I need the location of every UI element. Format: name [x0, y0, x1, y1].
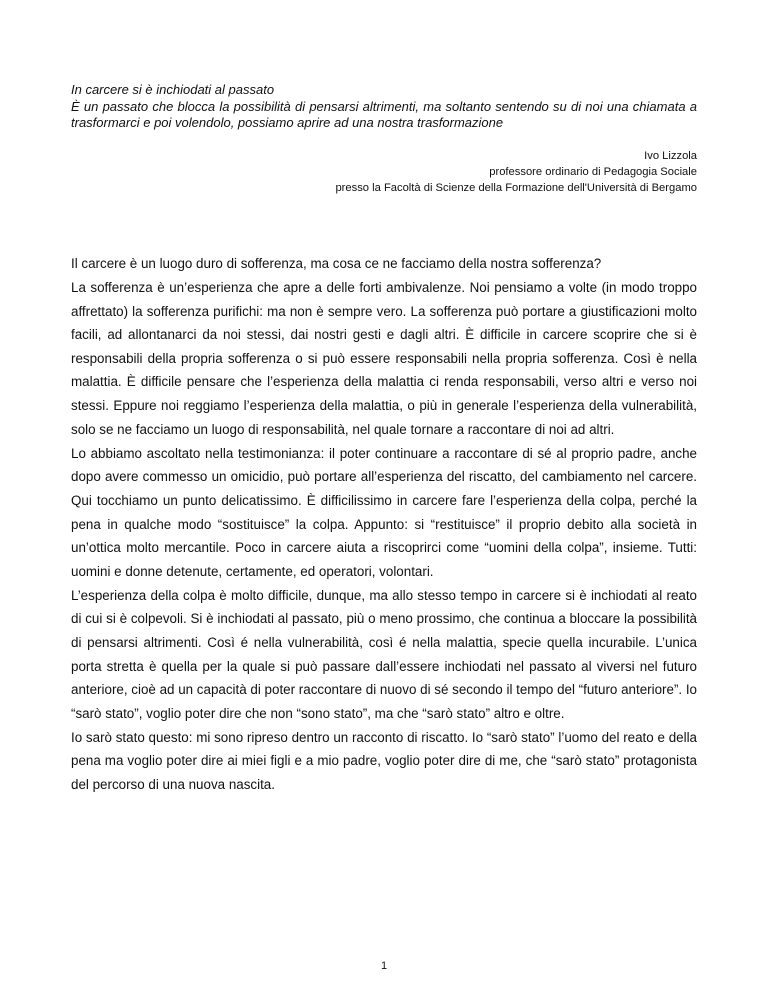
body-paragraph: Lo abbiamo ascoltato nella testimonianza: il poter continuare a raccontare di sé al proprio padre, anche dopo avere commesso un omicidio, può portare all’esperienza del riscatto, del cambiamento nel carcere. Qui tocchiamo un punto delicatissimo. È difficilissimo in carcere fare l’esperienza della colpa, perché la pena in qualche modo “sostituisce” la colpa. Appunto: si “restituisce” il proprio debito alla società in un’ottica molto mercantile. Poco in carcere aiuta a riscoprirci come “uomini della colpa”, insieme. Tutti: uomini e donne detenute, certamente, ed operatori, volontari. — [71, 445, 697, 579]
article-title: In carcere si è inchiodati al passato — [71, 82, 275, 97]
body-paragraph: Io sarò stato questo: mi sono ripreso dentro un racconto di riscatto. Io “sarò stato” l’uomo del reato e della pena ma voglio poter dire ai miei figli e a mio padre, voglio poter dire di me, che “sarò stato” protagonista del percorso di una nuova nascita. — [71, 729, 697, 793]
author-name: Ivo Lizzola — [644, 150, 697, 162]
author-role: professore ordinario di Pedagogia Sociale — [489, 166, 697, 178]
page-number: 1 — [380, 960, 388, 972]
article-heading — [71, 82, 697, 132]
author-affiliation: presso la Facoltà di Scienze della Formazione dell'Università di Bergamo — [335, 182, 697, 194]
body-paragraph: L’esperienza della colpa è molto difficile, dunque, ma allo stesso tempo in carcere si è inchiodati al reato di cui si è colpevoli. Si è inchiodati al passato, più o meno prossimo, che continua a bloccare la possibilità di pensarsi altrimenti. Così é nella vulnerabilità, così é nella malattia, specie quella incurabile. L’unica porta stretta è quella per la quale si può passare dall’essere inchiodati nel passato al viversi nel futuro anteriore, cioè ad un capacità di poter raccontare di nuovo di sé secondo il tempo del “futuro anteriore”. Io “sarò stato”, voglio poter dire che non “sono stato”, ma che “sarò stato” altro e oltre. — [71, 587, 698, 721]
document-page — [71, 0, 697, 994]
body-paragraph: Il carcere è un luogo duro di sofferenza, ma cosa ce ne facciamo della nostra sofferenza? — [71, 256, 602, 271]
article-subtitle: È un passato che blocca la possibilità di pensarsi altrimenti, ma soltanto sentendo su di noi una chiamata a trasformarci e poi volendolo, possiamo aprire ad una nostra trasformazione — [71, 98, 697, 130]
body-paragraph: La sofferenza è un’esperienza che apre a delle forti ambivalenze. Noi pensiamo a volte (in modo troppo affrettato) la sofferenza purifichi: ma non è sempre vero. La sofferenza può portare a giustificazioni molto facili, ad allontanarci da noi stessi, dai nostri gesti e dagli altri. È difficile in carcere scoprire che si è responsabili della propria sofferenza o si può essere responsabili nella propria sofferenza. Così è nella malattia. È difficile pensare che l’esperienza della malattia ci renda responsabili, verso altri e verso noi stessi. Eppure noi reggiamo l’esperienza della malattia, o più in generale l’esperienza della vulnerabilità, solo se ne facciamo un luogo di responsabilità, nel quale tornare a raccontare di noi ad altri. — [71, 280, 697, 437]
author-block — [71, 148, 697, 196]
article-body — [71, 252, 697, 797]
